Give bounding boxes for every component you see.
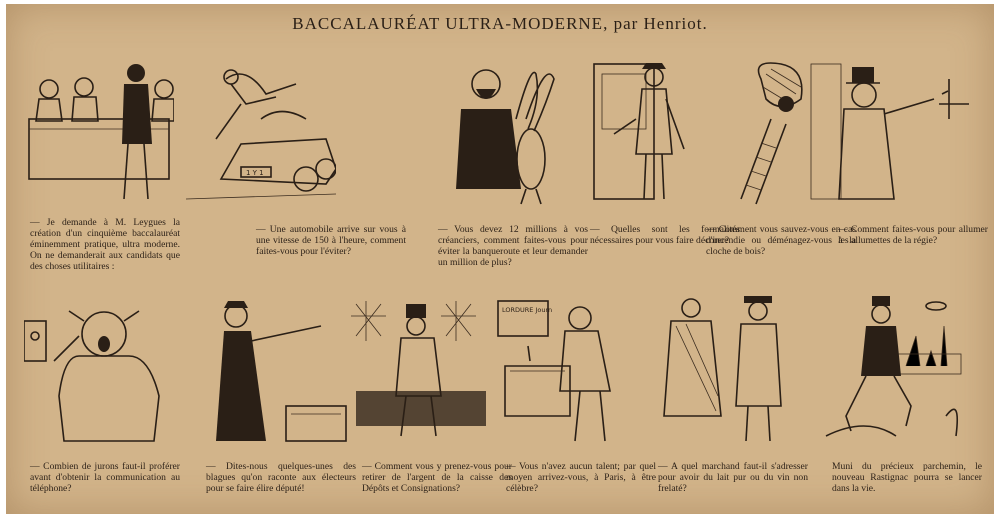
- panel-rabbit: [436, 59, 586, 209]
- caption-10: — Vous n'avez aucun talent; par quel moyen arrivez-vous, à Paris, à être célèbre?: [506, 461, 656, 494]
- caption-2: — Une automobile arrive sur vous à une vitesse de 150 à l'heure, comment faites-vous pour l'éviter?: [256, 224, 406, 257]
- caption-11: — A quel marchand faut-il s'adresser pour avoir du lait pur ou du vin non frelaté?: [658, 461, 808, 494]
- panel-exam-board: [24, 59, 174, 209]
- newspaper-page: [6, 4, 994, 514]
- panel-writer: [490, 296, 640, 446]
- panel-automobile: [186, 59, 336, 209]
- caption-8: — Dites-nous quelques-unes des blagues qu'on raconte aux électeurs pour se faire élire député!: [206, 461, 356, 494]
- caption-3: — Vous devez 12 millions à vos créanciers, comment faites-vous pour éviter la banqueroute et leur demander un million de plus?: [438, 224, 588, 268]
- panel-deputy: [206, 296, 356, 446]
- caption-12: Muni du précieux parchemin, le nouveau Rastignac pourra se lancer dans la vie.: [832, 461, 982, 494]
- caption-7: — Combien de jurons faut-il proférer avant d'obtenir la communication au téléphone?: [30, 461, 180, 494]
- caption-4: — Quelles sont les formalités nécessaires pour vous faire décorer?: [590, 224, 740, 246]
- car-plate-text: 1 Y 1: [246, 169, 264, 177]
- caption-6: — Comment faites-vous pour allumer les allumettes de la régie?: [838, 224, 988, 246]
- panel-matches: [824, 59, 974, 209]
- panel-deposits: [346, 296, 496, 446]
- panel-telephone: [24, 296, 174, 446]
- caption-5: — Comment vous sauvez-vous en cas d'incendie ou déménagez-vous à la cloche de bois?: [706, 224, 856, 257]
- panel-rastignac: [816, 296, 966, 446]
- sign-text: LORDURE Journ: [502, 306, 553, 314]
- page-title: BACCALAURÉAT ULTRA-MODERNE, par Henriot.: [292, 14, 708, 33]
- caption-1: — Je demande à M. Leygues la création d'un cinquième baccalauréat éminemment pratique, ultra moderne. On ne demanderait aux candidats que des choses utilitaires :: [30, 217, 180, 272]
- panel-merchant: [656, 296, 806, 446]
- caption-9: — Comment vous y prenez-vous pour retirer de l'argent de la caisse des Dépôts et Consignations?: [362, 461, 512, 494]
